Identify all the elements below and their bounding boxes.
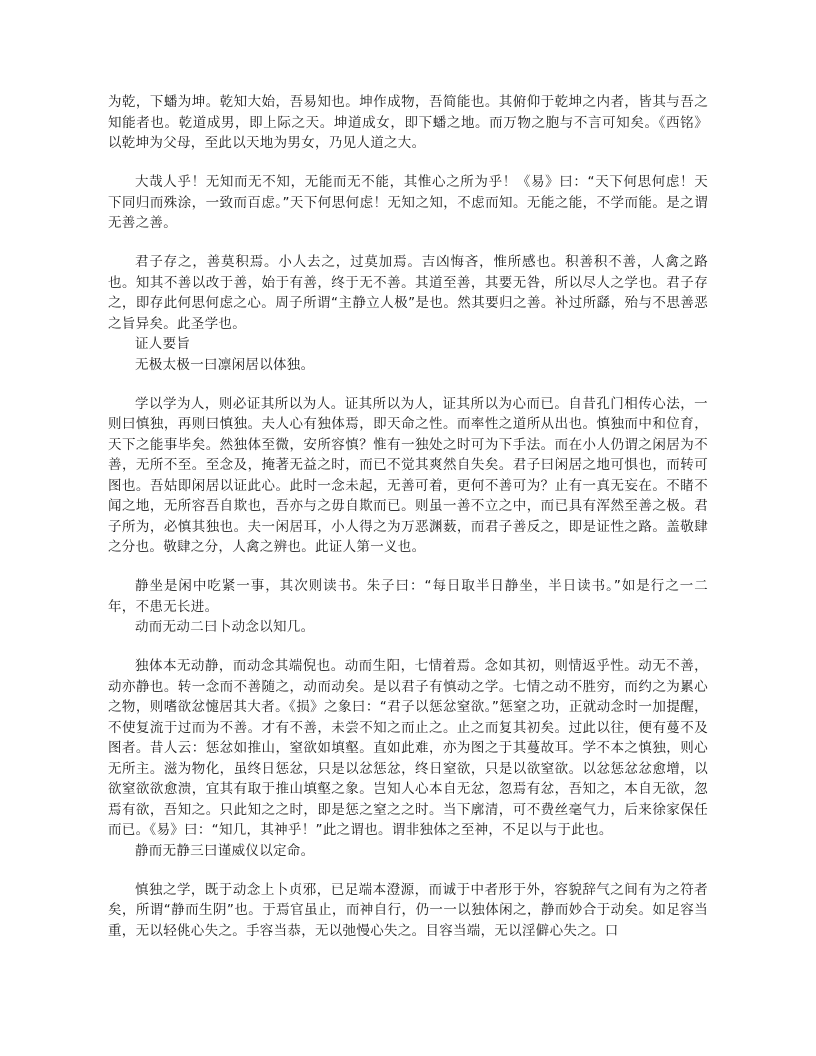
paragraph-dutui-dongjing: 独体本无动静，而动念其端倪也。动而生阳，七情着焉。念如其初，则情返乎性。动无不善，动亦静也。转一念而不善随之，动而动矣。是以君子有慎动之学。七情之动不胜穷，而约之为累心之物，则嗜欲忿懥居其大者。《损》之象曰：“君子以惩忿窒欲。”惩窒之功，正就动念时一加提醒，不使复流于过而为不善。才有不善，未尝不知之而止之。止之而复其初矣。过此以往，便有蔓不及图者。昔人云：惩忿如推山，窒欲如填壑。直如此难，亦为图之于其蔓故耳。学不本之慎独，则心无所主。滋为物化，虽终日惩忿，只是以忿惩忿，终日窒欲，只是以欲窒欲。以忿惩忿忿愈增，以欲窒欲欲愈溃，宜其有取于推山填壑之象。岂知人心本自无忿，忽焉有忿，吾知之，本自无欲，忽焉有欲，吾知之。只此知之之时，即是惩之窒之之时。当下廓清，可不费丝毫气力，后来徐家保任而已。《易》曰：“知几，其神乎！”此之谓也。谓非独体之至神，不足以与于此也。 (108, 658, 708, 838)
subheading-wuji-taiji: 无极太极一曰凛闲居以体独。 (135, 356, 315, 373)
paragraph-junzi-cun: 君子存之，善莫积焉。小人去之，过莫加焉。吉凶悔吝，惟所感也。积善积不善，人禽之路也。知其不善以改于善，始于有善，终于无不善。其道至善，其要无咎，所以尽人之学也。君子存之，即存此何思何虑之心。周子所谓“主静立人极”是也。然其要归之善。补过所繇，殆与不思善恶之旨异矣。此圣学也。 (108, 254, 708, 332)
paragraph-qian-kun: 为乾，下蟠为坤。乾知大始，吾易知也。坤作成物，吾简能也。其俯仰于乾坤之内者，皆其与吾之知能者也。乾道成男，即上际之天。坤道成女，即下蟠之地。而万物之胞与不言可知矣。《西铭》以乾坤为父母，至此以天地为男女，乃见人道之大。 (108, 94, 708, 151)
section-heading-zhengren-yaozhi: 证人要旨 (135, 336, 191, 352)
subheading-dong-er-wudong: 动而无动二曰卜动念以知几。 (135, 619, 315, 635)
subheading-jing-er-wujing: 静而无静三曰谨威仪以定命。 (135, 842, 315, 859)
paragraph-jingzuo: 静坐是闲中吃紧一事，其次则读书。朱子曰：“每日取半日静坐，半日读书。”如是行之一二年，不患无长进。 (108, 578, 708, 615)
paragraph-shendu-zhixue: 慎独之学，既于动念上卜贞邪，已足端本澄源，而诚于中者形于外，容貌辞气之间有为之符者矣，所谓“静而生阴”也。于焉官虽止，而神自行，仍一一以独体闲之，静而妙合于动矣。如足容当重，无以轻佻心失之。手容当恭，无以弛慢心失之。目容当端，无以淫僻心失之。口 (108, 881, 708, 939)
paragraph-shendu: 学以学为人，则必证其所以为人。证其所以为人，证其所以为心而已。自昔孔门相传心法，一则曰慎独，再则曰慎独。夫人心有独体焉，即天命之性。而率性之道所从出也。慎独而中和位育，天下之能事毕矣。然独体至微，安所容慎？惟有一独处之时可为下手法。而在小人仍谓之闲居为不善，无所不至。至念及，掩著无益之时，而已不觉其爽然自失矣。君子曰闲居之地可惧也，而转可图也。吾姑即闲居以证此心。此时一念未起，无善可着，更何不善可为？止有一真无妄在。不睹不闻之地，无所容吾自欺也，吾亦与之毋自欺而已。则虽一善不立之中，而已具有浑然至善之极。君子所为，必慎其独也。夫一闲居耳，小人得之为万恶渊薮，而君子善反之，即是证性之路。盖敬肆之分也。敬肆之分，人禽之辨也。此证人第一义也。 (108, 395, 708, 555)
paragraph-great-man: 大哉人乎！无知而无不知，无能而无不能，其惟心之所为乎！《易》曰：“天下何思何虑！天下同归而殊涂，一致而百虑。”天下何思何虑！无知之知，不虑而知。无能之能，不学而能。是之谓无善之善。 (108, 174, 708, 231)
